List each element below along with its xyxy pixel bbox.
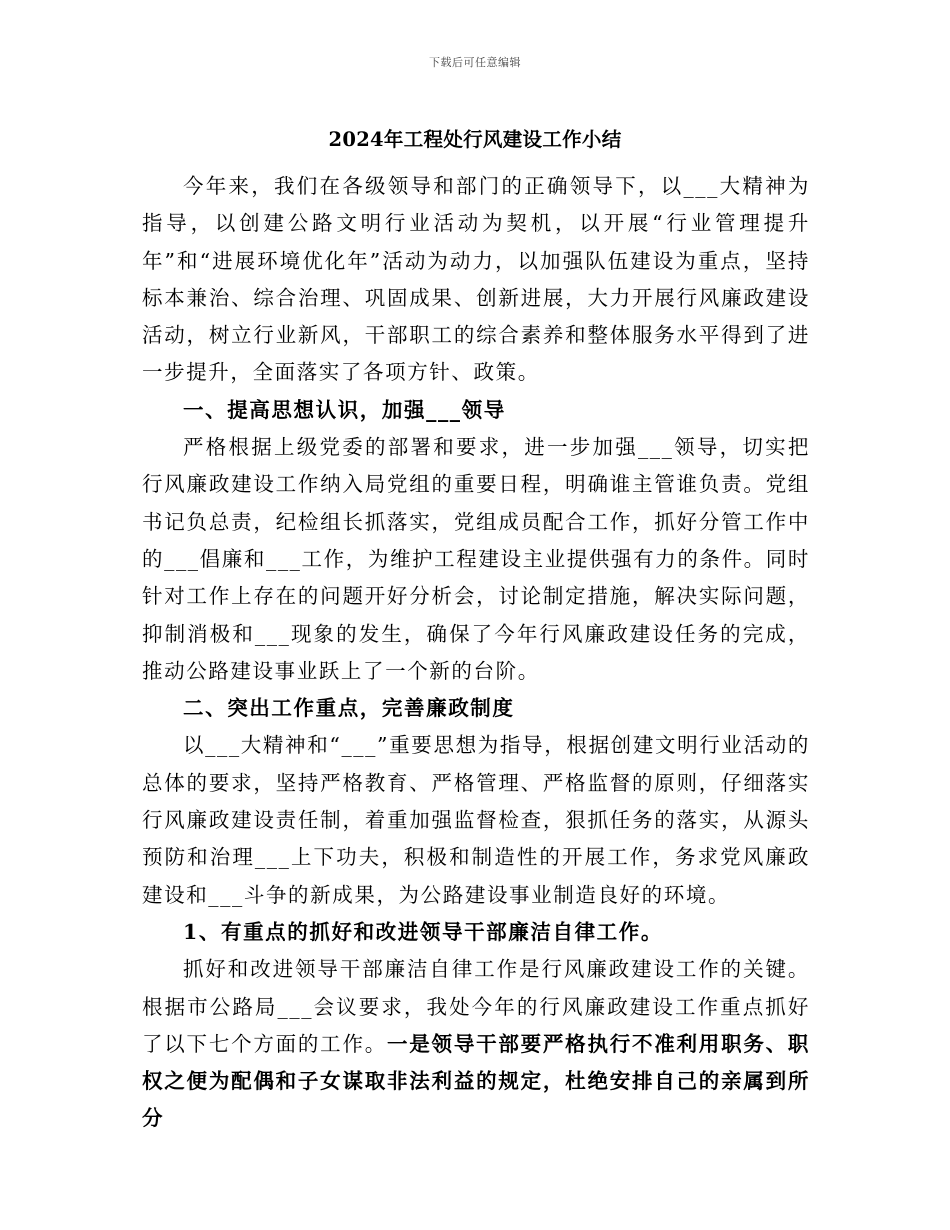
section-2-paragraph: 以___大精神和“___”重要思想为指导，根据创建文明行业活动的总体的要求，坚持严格教育、严格管理、严格监督的原则，仔细落实行风廉政建设责任制，着重加强监督检查，狠抓任务的落实，从源头预防和治理___上下功夫，积极和制造性的开展工作，务求党风廉政建设和___斗争的新成果，为公路建设事业制造良好的环境。 [142,733,810,907]
section-1-paragraph: 严格根据上级党委的部署和要求，进一步加强___领导，切实把行风廉政建设工作纳入局党组的重要日程，明确谁主管谁负责。党组书记负总责，纪检组长抓落实，党组成员配合工作，抓好分管工作中的___倡廉和___工作，为维护工程建设主业提供强有力的条件。同时针对工作上存在的问题开好分析会，讨论制定措施，解决实际问题，抑制消极和___现象的发生，确保了今年行风廉政建设任务的完成，推动公路建设事业跃上了一个新的台阶。 [142,435,810,683]
subsection-1-bold-text: 一是领导干部要严格执行不准利用职务、职权之便为配偶和子女谋取非法利益的规定，杜绝安排自己的亲属到所分 [142,1031,810,1131]
subsection-1-paragraph [142,951,810,1137]
section-1-heading: 一、提高思想认识，加强___领导 [183,397,506,422]
subsection-1-plain-text: 抓好和改进领导干部廉洁自律工作是行风廉政建设工作的关键。根据市公路局___会议要求，我处今年的行风廉政建设工作重点抓好了以下七个方面的工作。 [142,957,810,1056]
page-title: 2024年工程处行风建设工作小结 [328,128,622,151]
section-2-heading: 二、突出工作重点，完善廉政制度 [183,696,515,721]
intro-paragraph: 今年来，我们在各级领导和部门的正确领导下，以___大精神为指导，以创建公路文明行业活动为契机，以开展“行业管理提升年”和“进展环境优化年”活动为动力，以加强队伍建设为重点，坚持标本兼治、综合治理、巩固成果、创新进展，大力开展行风廉政建设活动，树立行业新风，干部职工的综合素养和整体服务水平得到了进一步提升，全面落实了各项方针、政策。 [142,174,810,385]
subsection-1-heading: 1、有重点的抓好和改进领导干部廉洁自律工作。 [183,919,663,944]
header-note: 下载后可任意编辑 [429,56,521,69]
document-body [142,168,810,1138]
